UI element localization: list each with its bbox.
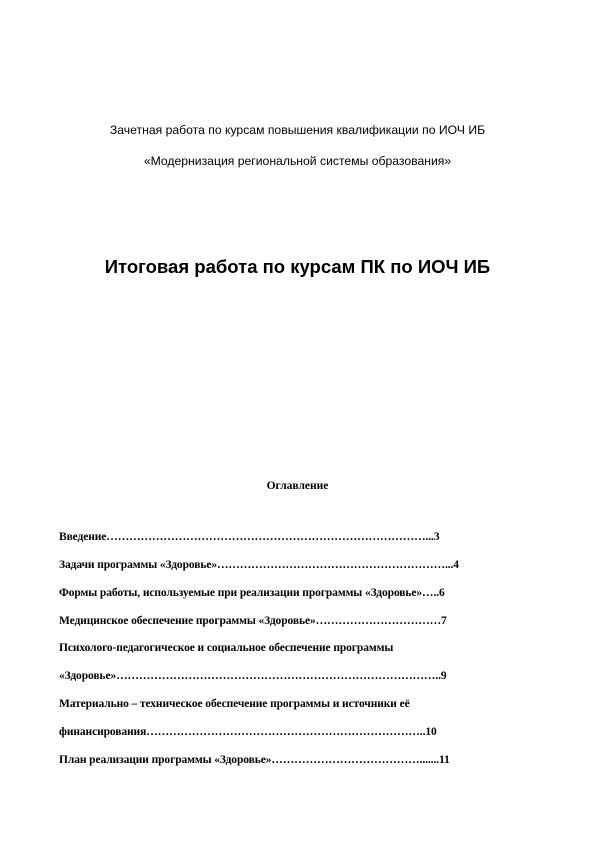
- toc-entry-intro: Введение…………………………………………………………………………...3: [59, 531, 440, 543]
- toc-entry-psych-line1: Психолого-педагогическое и социальное обеспечение программы: [59, 642, 394, 654]
- toc-entry-tasks: Задачи программы «Здоровье»……………………………………………………...4: [59, 559, 459, 571]
- toc-entry-psych-line2: «Здоровье»…………………………………………………………………………..9: [59, 670, 447, 682]
- toc-entry-medical: Медицинское обеспечение программы «Здоровье»……………………………7: [59, 615, 447, 627]
- page-title: Итоговая работа по курсам ПК по ИОЧ ИБ: [104, 256, 491, 277]
- toc-entry-forms: Формы работы, используемые при реализации программы «Здоровье»…..6: [59, 587, 445, 599]
- course-subtitle: Зачетная работа по курсам повышения квалификации по ИОЧ ИБ: [109, 123, 486, 137]
- toc-entry-material-line2: финансирования………………………………………………………………..10: [59, 726, 437, 738]
- toc-entry-plan: План реализации программы «Здоровье»………………………………….......11: [59, 754, 450, 766]
- toc-entry-material-line1: Материально – техническое обеспечение программы и источники её: [59, 698, 410, 710]
- program-subtitle: «Модернизация региональной системы образования»: [143, 154, 452, 168]
- toc-heading: Оглавление: [266, 480, 329, 492]
